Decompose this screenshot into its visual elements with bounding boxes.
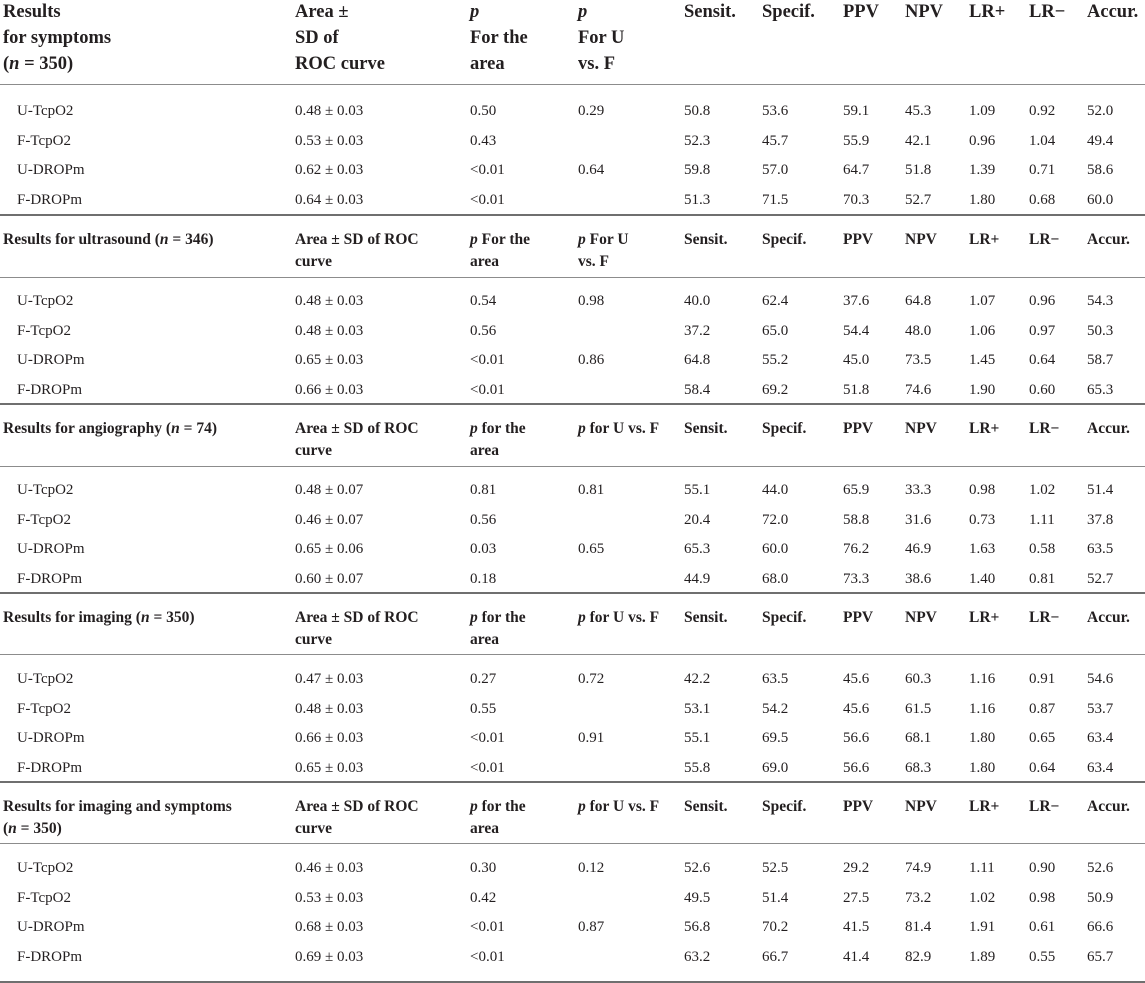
metric-value: 60.0 (1087, 192, 1114, 208)
metric-value: 0.87 (1029, 701, 1056, 717)
metric-value: 65.0 (762, 323, 789, 339)
header-rule (0, 466, 1145, 467)
metric-value: 40.0 (684, 293, 711, 309)
metric-value: 54.3 (1087, 293, 1114, 309)
column-header: Accur. (1087, 231, 1130, 248)
p-area-value: 0.42 (470, 890, 497, 906)
column-header: Accur. (1087, 420, 1130, 437)
p-area-header-line: area (470, 253, 499, 270)
metric-value: 0.97 (1029, 323, 1056, 339)
metric-value: 56.6 (843, 730, 870, 746)
metric-value: 73.3 (843, 571, 870, 587)
area-value: 0.46 ± 0.03 (295, 860, 364, 876)
section-title-line: Results for angiography (n = 74) (3, 420, 217, 437)
area-value: 0.66 ± 0.03 (295, 730, 364, 746)
row-label: U-TcpO2 (17, 860, 74, 876)
metric-value: 48.0 (905, 323, 932, 339)
metric-value: 71.5 (762, 192, 789, 208)
p-uf-value: 0.98 (578, 293, 605, 309)
area-header-line: curve (295, 820, 333, 837)
column-header: LR− (1029, 609, 1060, 626)
column-header: LR+ (969, 420, 1000, 437)
p-area-header-line: p (470, 2, 480, 22)
p-area-value: <0.01 (470, 760, 505, 776)
metric-value: 58.8 (843, 512, 870, 528)
metric-value: 31.6 (905, 512, 932, 528)
metric-value: 51.4 (762, 890, 789, 906)
area-value: 0.62 ± 0.03 (295, 162, 364, 178)
metric-value: 64.8 (684, 352, 711, 368)
section-divider (0, 403, 1145, 405)
p-area-header-line: For the (470, 28, 528, 48)
metric-value: 60.0 (762, 541, 789, 557)
metric-value: 1.63 (969, 541, 996, 557)
row-label: U-DROPm (17, 352, 85, 368)
area-header-line: Area ± SD of ROC (295, 609, 419, 626)
metric-value: 54.4 (843, 323, 870, 339)
p-uf-value: 0.29 (578, 103, 605, 119)
p-area-value: 0.30 (470, 860, 497, 876)
p-area-value: 0.56 (470, 512, 497, 528)
column-header: Sensit. (684, 420, 728, 437)
area-value: 0.53 ± 0.03 (295, 890, 364, 906)
area-header-line: Area ± SD of ROC (295, 420, 419, 437)
metric-value: 45.3 (905, 103, 932, 119)
metric-value: 57.0 (762, 162, 789, 178)
p-uf-header-line: p (578, 2, 588, 22)
p-area-value: 0.55 (470, 701, 497, 717)
row-label: U-TcpO2 (17, 103, 74, 119)
metric-value: 63.4 (1087, 730, 1114, 746)
row-label: F-DROPm (17, 192, 83, 208)
metric-value: 60.3 (905, 671, 932, 687)
metric-value: 64.8 (905, 293, 932, 309)
metric-value: 65.7 (1087, 949, 1114, 965)
metric-value: 58.6 (1087, 162, 1114, 178)
p-uf-header-line: p for U vs. F (578, 420, 660, 437)
p-area-value: 0.54 (470, 293, 497, 309)
metric-value: 52.6 (684, 860, 711, 876)
p-uf-header-line: vs. F (578, 253, 609, 270)
metric-value: 1.06 (969, 323, 996, 339)
column-header: Accur. (1087, 2, 1139, 22)
metric-value: 73.5 (905, 352, 932, 368)
column-header: Sensit. (684, 2, 736, 22)
metric-value: 55.8 (684, 760, 711, 776)
section-title-line: (n = 350) (3, 54, 74, 74)
header-rule (0, 84, 1145, 85)
row-label: F-DROPm (17, 949, 83, 965)
section-title-line: (n = 350) (3, 820, 62, 837)
metric-value: 74.6 (905, 382, 932, 398)
area-header-line: curve (295, 442, 333, 459)
metric-value: 1.45 (969, 352, 996, 368)
row-label: U-DROPm (17, 730, 85, 746)
metric-value: 0.64 (1029, 352, 1056, 368)
metric-value: 33.3 (905, 482, 932, 498)
metric-value: 69.0 (762, 760, 789, 776)
metric-value: 20.4 (684, 512, 711, 528)
metric-value: 1.16 (969, 671, 996, 687)
p-area-value: <0.01 (470, 192, 505, 208)
metric-value: 59.1 (843, 103, 870, 119)
column-header: PPV (843, 231, 874, 248)
metric-value: 74.9 (905, 860, 932, 876)
column-header: Specif. (762, 420, 807, 437)
metric-value: 41.5 (843, 919, 870, 935)
metric-value: 63.4 (1087, 760, 1114, 776)
column-header: PPV (843, 2, 879, 22)
p-area-value: <0.01 (470, 352, 505, 368)
column-header: NPV (905, 609, 937, 626)
metric-value: 59.8 (684, 162, 711, 178)
metric-value: 70.3 (843, 192, 870, 208)
metric-value: 68.1 (905, 730, 932, 746)
metric-value: 61.5 (905, 701, 932, 717)
metric-value: 45.0 (843, 352, 870, 368)
metric-value: 0.71 (1029, 162, 1056, 178)
p-area-header-line: p for the (470, 420, 526, 437)
metric-value: 68.3 (905, 760, 932, 776)
column-header: LR+ (969, 609, 1000, 626)
metric-value: 29.2 (843, 860, 870, 876)
area-value: 0.64 ± 0.03 (295, 192, 364, 208)
header-rule (0, 843, 1145, 844)
metric-value: 0.81 (1029, 571, 1056, 587)
column-header: PPV (843, 798, 874, 815)
column-header: LR+ (969, 2, 1006, 22)
header-rule (0, 277, 1145, 278)
p-area-value: 0.56 (470, 323, 497, 339)
metric-value: 55.1 (684, 730, 711, 746)
area-header-line: curve (295, 631, 333, 648)
column-header: LR+ (969, 231, 1000, 248)
p-area-header-line: area (470, 820, 499, 837)
metric-value: 38.6 (905, 571, 932, 587)
area-value: 0.48 ± 0.03 (295, 103, 364, 119)
metric-value: 46.9 (905, 541, 932, 557)
p-area-header-line: area (470, 54, 505, 74)
area-value: 0.48 ± 0.03 (295, 701, 364, 717)
row-label: U-DROPm (17, 541, 85, 557)
metric-value: 1.04 (1029, 133, 1056, 149)
area-value: 0.48 ± 0.07 (295, 482, 364, 498)
metric-value: 1.80 (969, 760, 996, 776)
column-header: LR− (1029, 420, 1060, 437)
p-area-header-line: area (470, 442, 499, 459)
area-value: 0.65 ± 0.03 (295, 352, 364, 368)
metric-value: 50.8 (684, 103, 711, 119)
metric-value: 0.61 (1029, 919, 1056, 935)
metric-value: 52.0 (1087, 103, 1114, 119)
p-area-header-line: p For the (470, 231, 530, 248)
metric-value: 50.9 (1087, 890, 1114, 906)
metric-value: 63.5 (762, 671, 789, 687)
area-header-line: curve (295, 253, 333, 270)
metric-value: 37.8 (1087, 512, 1114, 528)
p-area-header-line: p for the (470, 798, 526, 815)
metric-value: 66.6 (1087, 919, 1114, 935)
area-value: 0.69 ± 0.03 (295, 949, 364, 965)
metric-value: 1.80 (969, 730, 996, 746)
p-uf-value: 0.72 (578, 671, 605, 687)
p-area-value: <0.01 (470, 919, 505, 935)
metric-value: 58.4 (684, 382, 711, 398)
column-header: NPV (905, 231, 937, 248)
metric-value: 52.7 (905, 192, 932, 208)
p-uf-value: 0.86 (578, 352, 605, 368)
metric-value: 37.2 (684, 323, 711, 339)
metric-value: 1.91 (969, 919, 996, 935)
area-value: 0.68 ± 0.03 (295, 919, 364, 935)
p-area-value: <0.01 (470, 730, 505, 746)
metric-value: 0.96 (1029, 293, 1056, 309)
column-header: LR− (1029, 2, 1066, 22)
metric-value: 0.64 (1029, 760, 1056, 776)
metric-value: 1.80 (969, 192, 996, 208)
row-label: U-TcpO2 (17, 293, 74, 309)
metric-value: 64.7 (843, 162, 870, 178)
column-header: Accur. (1087, 609, 1130, 626)
metric-value: 65.3 (684, 541, 711, 557)
row-label: F-DROPm (17, 760, 83, 776)
p-area-value: 0.27 (470, 671, 497, 687)
p-area-value: <0.01 (470, 949, 505, 965)
p-area-value: 0.81 (470, 482, 497, 498)
metric-value: 52.7 (1087, 571, 1114, 587)
metric-value: 0.65 (1029, 730, 1056, 746)
metric-value: 55.1 (684, 482, 711, 498)
metric-value: 52.5 (762, 860, 789, 876)
metric-value: 0.90 (1029, 860, 1056, 876)
metric-value: 68.0 (762, 571, 789, 587)
row-label: U-DROPm (17, 162, 85, 178)
p-area-value: 0.18 (470, 571, 497, 587)
metric-value: 58.7 (1087, 352, 1114, 368)
area-header-line: ROC curve (295, 54, 385, 74)
p-area-value: <0.01 (470, 382, 505, 398)
metric-value: 1.39 (969, 162, 996, 178)
metric-value: 72.0 (762, 512, 789, 528)
p-uf-header-line: p for U vs. F (578, 609, 660, 626)
area-value: 0.53 ± 0.03 (295, 133, 364, 149)
p-area-header-line: area (470, 631, 499, 648)
metric-value: 44.9 (684, 571, 711, 587)
column-header: Specif. (762, 798, 807, 815)
metric-value: 56.6 (843, 760, 870, 776)
metric-value: 66.7 (762, 949, 789, 965)
column-header: LR− (1029, 798, 1060, 815)
metric-value: 52.3 (684, 133, 711, 149)
area-header-line: SD of (295, 28, 339, 48)
row-label: U-TcpO2 (17, 482, 74, 498)
section-title-line: Results for ultrasound (n = 346) (3, 231, 214, 248)
metric-value: 82.9 (905, 949, 932, 965)
metric-value: 53.6 (762, 103, 789, 119)
metric-value: 63.2 (684, 949, 711, 965)
column-header: PPV (843, 609, 874, 626)
column-header: Sensit. (684, 609, 728, 626)
area-header-line: Area ± SD of ROC (295, 231, 419, 248)
row-label: F-TcpO2 (17, 701, 71, 717)
column-header: Accur. (1087, 798, 1130, 815)
column-header: NPV (905, 798, 937, 815)
p-area-value: 0.43 (470, 133, 497, 149)
row-label: F-DROPm (17, 382, 83, 398)
column-header: Specif. (762, 609, 807, 626)
metric-value: 65.3 (1087, 382, 1114, 398)
metric-value: 37.6 (843, 293, 870, 309)
area-value: 0.60 ± 0.07 (295, 571, 364, 587)
metric-value: 1.11 (969, 860, 995, 876)
row-label: U-TcpO2 (17, 671, 74, 687)
metric-value: 50.3 (1087, 323, 1114, 339)
metric-value: 1.40 (969, 571, 996, 587)
metric-value: 51.4 (1087, 482, 1114, 498)
metric-value: 54.6 (1087, 671, 1114, 687)
column-header: PPV (843, 420, 874, 437)
metric-value: 0.96 (969, 133, 996, 149)
metric-value: 41.4 (843, 949, 870, 965)
p-area-header-line: p for the (470, 609, 526, 626)
p-uf-value: 0.81 (578, 482, 605, 498)
metric-value: 0.98 (969, 482, 996, 498)
section-title-line: Results (3, 2, 61, 22)
p-uf-header-line: For U (578, 28, 625, 48)
section-title-line: for symptoms (3, 28, 112, 48)
metric-value: 45.7 (762, 133, 789, 149)
row-label: F-TcpO2 (17, 323, 71, 339)
metric-value: 1.02 (1029, 482, 1056, 498)
metric-value: 1.90 (969, 382, 996, 398)
metric-value: 63.5 (1087, 541, 1114, 557)
area-value: 0.48 ± 0.03 (295, 293, 364, 309)
row-label: F-TcpO2 (17, 133, 71, 149)
column-header: NPV (905, 2, 944, 22)
metric-value: 1.07 (969, 293, 996, 309)
metric-value: 0.60 (1029, 382, 1056, 398)
p-uf-header-line: vs. F (578, 54, 615, 74)
p-uf-value: 0.12 (578, 860, 605, 876)
metric-value: 53.7 (1087, 701, 1114, 717)
metric-value: 51.3 (684, 192, 711, 208)
metric-value: 45.6 (843, 701, 870, 717)
metric-value: 0.92 (1029, 103, 1056, 119)
column-header: LR− (1029, 231, 1060, 248)
metric-value: 55.2 (762, 352, 789, 368)
metric-value: 69.5 (762, 730, 789, 746)
metric-value: 27.5 (843, 890, 870, 906)
metric-value: 54.2 (762, 701, 789, 717)
metric-value: 62.4 (762, 293, 789, 309)
p-area-value: <0.01 (470, 162, 505, 178)
p-area-value: 0.50 (470, 103, 497, 119)
p-uf-header-line: p For U (578, 231, 629, 248)
metric-value: 55.9 (843, 133, 870, 149)
section-divider (0, 781, 1145, 783)
metric-value: 0.73 (969, 512, 996, 528)
metric-value: 73.2 (905, 890, 932, 906)
p-area-value: 0.03 (470, 541, 497, 557)
column-header: Specif. (762, 2, 815, 22)
row-label: U-DROPm (17, 919, 85, 935)
area-value: 0.66 ± 0.03 (295, 382, 364, 398)
metric-value: 70.2 (762, 919, 789, 935)
metric-value: 56.8 (684, 919, 711, 935)
column-header: LR+ (969, 798, 1000, 815)
metric-value: 52.6 (1087, 860, 1114, 876)
p-uf-value: 0.64 (578, 162, 605, 178)
section-divider (0, 592, 1145, 594)
area-value: 0.48 ± 0.03 (295, 323, 364, 339)
metric-value: 42.2 (684, 671, 711, 687)
section-divider (0, 214, 1145, 216)
row-label: F-TcpO2 (17, 890, 71, 906)
metric-value: 65.9 (843, 482, 870, 498)
area-header-line: Area ± SD of ROC (295, 798, 419, 815)
metric-value: 1.11 (1029, 512, 1055, 528)
section-title-line: Results for imaging (n = 350) (3, 609, 195, 626)
column-header: Sensit. (684, 231, 728, 248)
column-header: NPV (905, 420, 937, 437)
column-header: Sensit. (684, 798, 728, 815)
area-value: 0.65 ± 0.06 (295, 541, 364, 557)
metric-value: 0.68 (1029, 192, 1056, 208)
metric-value: 1.89 (969, 949, 996, 965)
metric-value: 0.91 (1029, 671, 1056, 687)
metric-value: 51.8 (905, 162, 932, 178)
metric-value: 0.58 (1029, 541, 1056, 557)
metric-value: 49.5 (684, 890, 711, 906)
metric-value: 0.55 (1029, 949, 1056, 965)
area-value: 0.46 ± 0.07 (295, 512, 364, 528)
metric-value: 49.4 (1087, 133, 1114, 149)
metric-value: 76.2 (843, 541, 870, 557)
p-uf-header-line: p for U vs. F (578, 798, 660, 815)
metric-value: 45.6 (843, 671, 870, 687)
metric-value: 1.02 (969, 890, 996, 906)
metric-value: 42.1 (905, 133, 932, 149)
p-uf-value: 0.65 (578, 541, 605, 557)
metric-value: 53.1 (684, 701, 711, 717)
p-uf-value: 0.91 (578, 730, 605, 746)
metric-value: 1.09 (969, 103, 996, 119)
metric-value: 81.4 (905, 919, 932, 935)
metric-value: 51.8 (843, 382, 870, 398)
row-label: F-TcpO2 (17, 512, 71, 528)
header-rule (0, 654, 1145, 655)
area-header-line: Area ± (295, 2, 349, 22)
metric-value: 69.2 (762, 382, 789, 398)
metric-value: 44.0 (762, 482, 789, 498)
section-title-line: Results for imaging and symptoms (3, 798, 232, 815)
area-value: 0.65 ± 0.03 (295, 760, 364, 776)
area-value: 0.47 ± 0.03 (295, 671, 364, 687)
metric-value: 1.16 (969, 701, 996, 717)
row-label: F-DROPm (17, 571, 83, 587)
column-header: Specif. (762, 231, 807, 248)
p-uf-value: 0.87 (578, 919, 605, 935)
metric-value: 0.98 (1029, 890, 1056, 906)
